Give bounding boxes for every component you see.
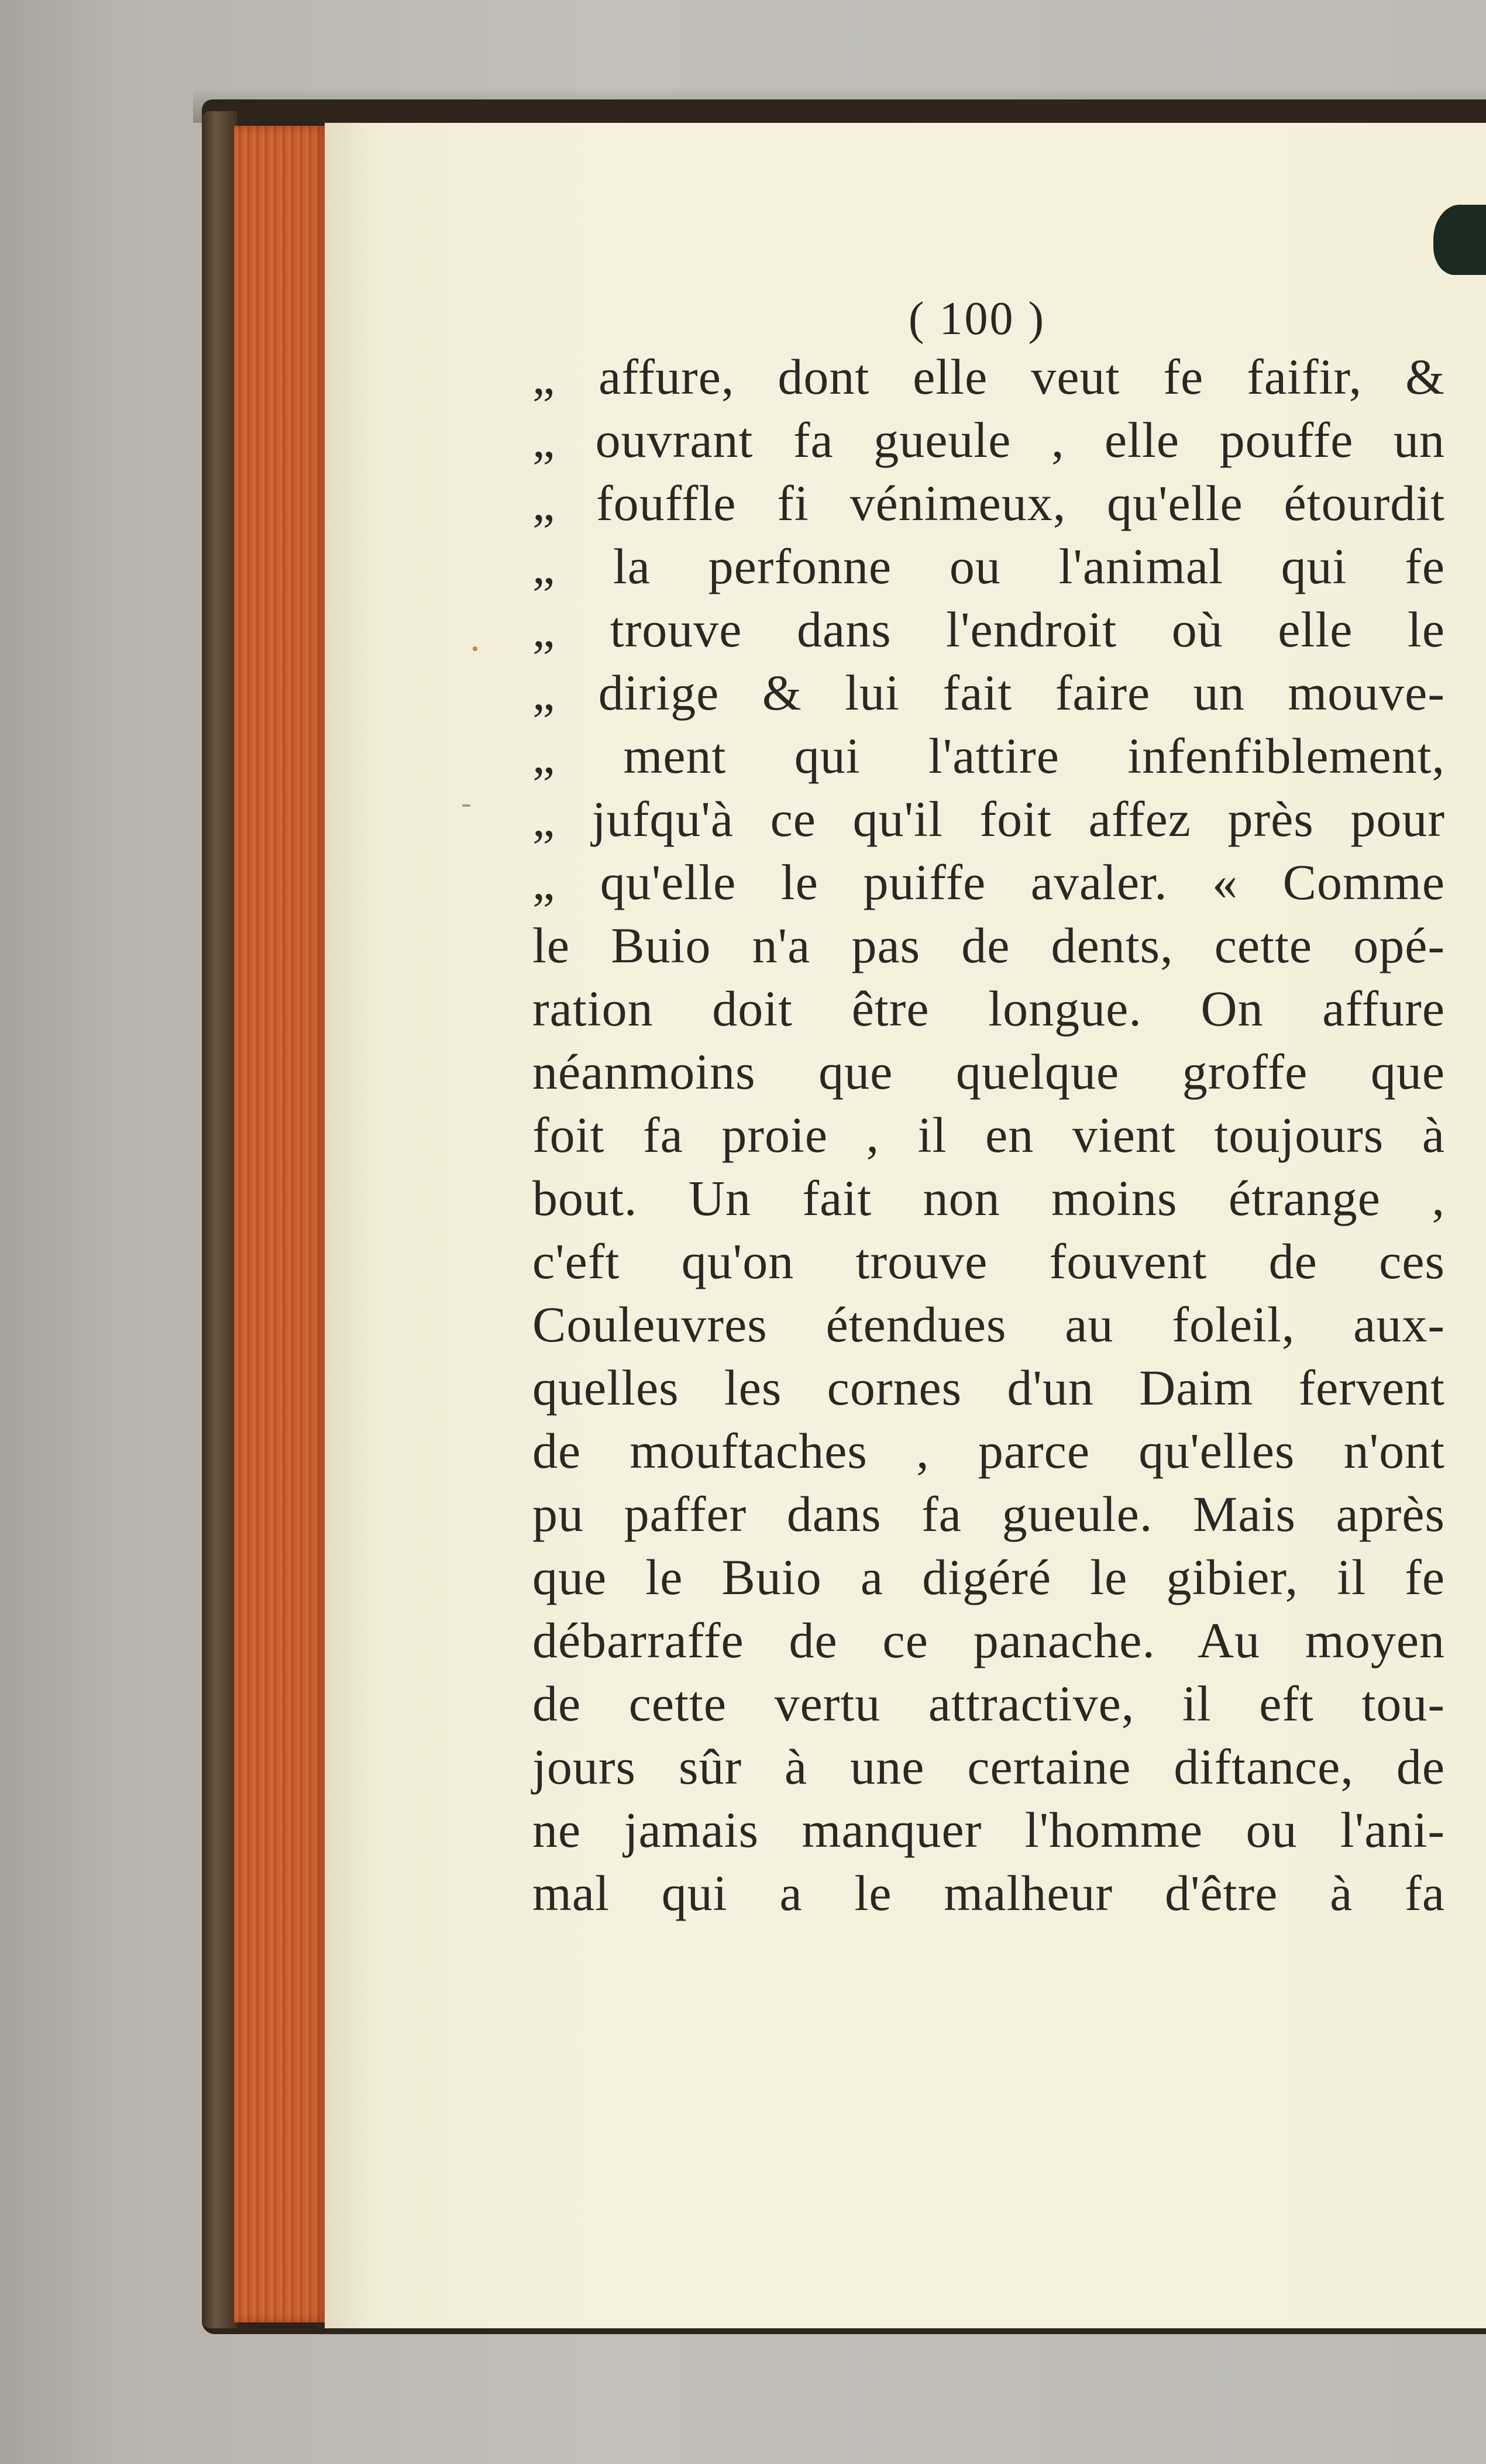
text-line: „ affure, dont elle veut fe faifir, &	[532, 349, 1445, 405]
text-line: „ dirige & lui fait faire un mouve-	[532, 665, 1445, 721]
text-line: bout. Un fait non moins étrange ,	[532, 1170, 1445, 1226]
text-line: „ trouve dans l'endroit où elle le	[532, 601, 1445, 658]
text-line: c'eft qu'on trouve fouvent de ces	[532, 1233, 1445, 1289]
text-line: jours sûr à une certaine diftance, de	[532, 1739, 1445, 1795]
text-line: ne jamais manquer l'homme ou l'ani-	[532, 1802, 1445, 1858]
ink-speck	[473, 646, 477, 651]
text-line: „ la perfonne ou l'animal qui fe	[532, 538, 1445, 594]
page-number: ( 100 )	[908, 293, 1046, 345]
text-line: Couleuvres étendues au foleil, aux-	[532, 1296, 1445, 1353]
book-spine	[202, 111, 237, 2328]
ink-speck	[462, 804, 470, 807]
text-line: „ jufqu'à ce qu'il foit affez près pour	[532, 791, 1445, 847]
text-line: quelles les cornes d'un Daim fervent	[532, 1360, 1445, 1416]
text-line: néanmoins que quelque groffe que	[532, 1044, 1445, 1100]
text-line: „ ment qui l'attire infenfiblement,	[532, 728, 1445, 784]
text-line: „ fouffle fi vénimeux, qu'elle étourdit	[532, 475, 1445, 531]
text-line: „ qu'elle le puiffe avaler. « Comme	[532, 854, 1445, 910]
text-line: de cette vertu attractive, il eft tou-	[532, 1675, 1445, 1732]
text-line: ration doit être longue. On affure	[532, 980, 1445, 1037]
text-line: pu paffer dans fa gueule. Mais après	[532, 1486, 1445, 1542]
corner-clip	[1433, 205, 1486, 275]
page-text	[532, 345, 1445, 1925]
page-edges	[234, 126, 328, 2322]
text-line: le Buio n'a pas de dents, cette opé-	[532, 917, 1445, 973]
text-line: „ ouvrant fa gueule , elle pouffe un	[532, 412, 1445, 468]
text-line: que le Buio a digéré le gibier, il fe	[532, 1549, 1445, 1605]
text-line: de mouftaches , parce qu'elles n'ont	[532, 1423, 1445, 1479]
text-line: mal qui a le malheur d'être à fa	[532, 1865, 1445, 1921]
text-line: débarraffe de ce panache. Au moyen	[532, 1612, 1445, 1668]
text-line: foit fa proie , il en vient toujours à	[532, 1107, 1445, 1163]
